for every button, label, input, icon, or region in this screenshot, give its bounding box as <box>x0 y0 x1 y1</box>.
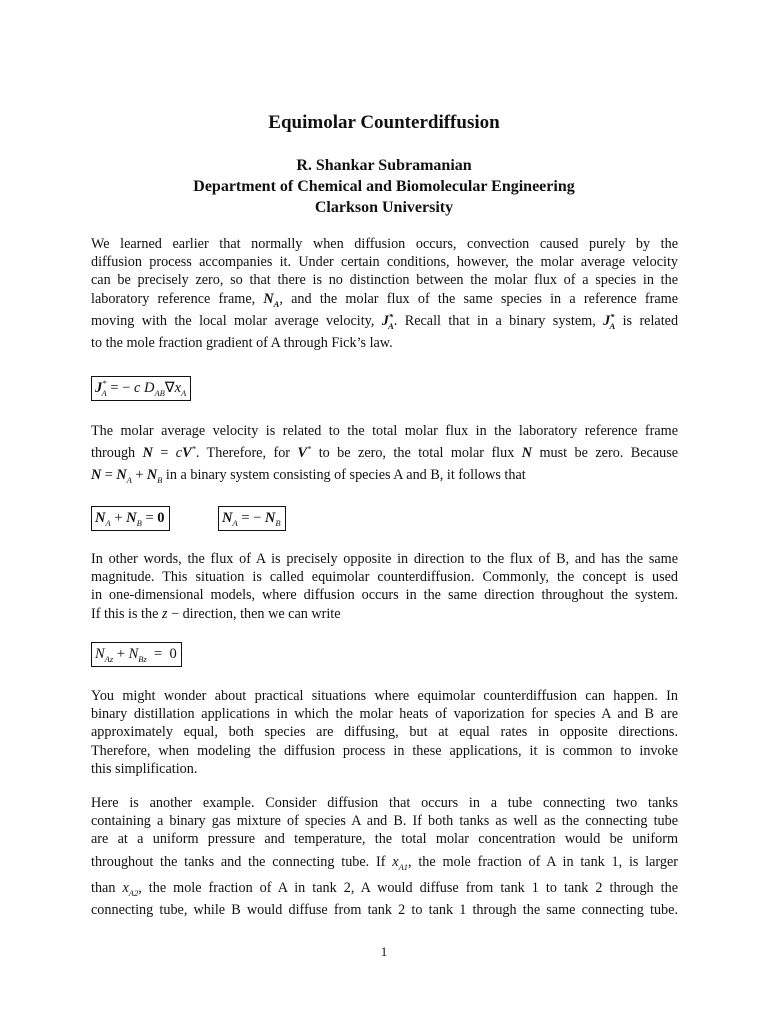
flux-opposite-equation: $N_A$ = − $N_B$ <box>218 506 286 531</box>
paragraph-line: in one-dimensional models, where diffusion occurs in the same direction throughout the system. <box>91 587 678 604</box>
math-JA-star: $J^*_A$ <box>603 311 616 331</box>
paragraph-line: The molar average velocity is related to the total molar flux in the laboratory reference frame <box>91 423 678 439</box>
page-title: Equimolar Counterdiffusion <box>268 112 500 133</box>
paragraph-line: to the mole fraction gradient of A through Fick’s law. <box>91 334 393 351</box>
fick-law-equation: $J^*_A$ = − c $D_{AB}\nabla x_A$ <box>91 376 191 401</box>
author-name: R. Shankar Subramanian <box>296 157 472 174</box>
math-xA1: $x_{A1}$ <box>392 853 409 872</box>
paragraph-line: containing a binary gas mixture of species A and B. If both tanks as well as the connecting tube <box>91 813 678 830</box>
paragraph-line: through N = cV*. Therefore, for V* to be zero, the total molar flux N must be zero. Because <box>91 443 679 462</box>
paragraph-line: connecting tube, while B would diffuse from tank 2 to tank 1 through the same connecting tube. <box>91 901 678 918</box>
flux-z-equation: $N_{Az} + N_{Bz} = 0$ <box>91 642 182 667</box>
paragraph-line: We learned earlier that normally when diffusion occurs, convection caused purely by the <box>91 236 678 252</box>
page-number: 1 <box>380 944 388 959</box>
paragraph-line: diffusion process accompanies it. Under certain conditions, however, the molar average velocity <box>91 254 678 271</box>
paragraph-line: binary distillation applications in which the molar heats of vaporization for species A and B are <box>91 706 678 723</box>
paragraph-line: $N = N_A + N_B$ in a binary system consisting of species A and B, it follows that <box>91 467 526 486</box>
paragraph-line: If this is the z − direction, then we can write <box>91 605 341 622</box>
paragraph-line: You might wonder about practical situations where equimolar counterdiffusion can happen. In <box>91 688 678 704</box>
paragraph-line: are at a uniform pressure and temperature, the total molar concentration would be uniform <box>91 831 678 848</box>
math-N-sum: $N = N_A + N_B$ <box>91 467 163 486</box>
math-V-star: V* <box>297 443 312 462</box>
paragraph-line: In other words, the flux of A is precisely opposite in direction to the flux of B, and has the same <box>91 551 678 567</box>
math-xA2: $x_{A2}$ <box>122 879 139 898</box>
author-institution: Clarkson University <box>314 199 454 216</box>
flux-sum-equation: $N_A + N_B = 0$ <box>91 506 170 531</box>
paragraph-line: approximately equal, both species are diffusing, but at equal rates in opposite directions. <box>91 724 678 741</box>
paragraph-line: magnitude. This situation is called equimolar counterdiffusion. Commonly, the concept is used <box>91 569 678 586</box>
paragraph-3 <box>91 550 678 623</box>
math-z: z <box>161 605 168 622</box>
paragraph-5 <box>91 794 678 919</box>
math-N: N <box>521 445 533 462</box>
paragraph-1 <box>91 235 678 352</box>
author-department: Department of Chemical and Biomolecular Engineering <box>193 178 575 195</box>
paragraph-line: than $x_{A2}$, the mole fraction of A in tank 2, A would diffuse from tank 1 to tank 2 through the <box>91 879 679 898</box>
math-N-eq-cV: N = cV* <box>142 443 196 462</box>
math-JA-star: $J^*_A$ <box>381 311 394 331</box>
paragraph-line: Here is another example. Consider diffusion that occurs in a tube connecting two tanks <box>91 795 678 811</box>
paragraph-line: Therefore, when modeling the diffusion process in these applications, it is common to invoke <box>91 742 678 759</box>
paragraph-line: can be precisely zero, so that there is no distinction between the molar flux of a species in the <box>91 272 678 289</box>
paragraph-2 <box>91 422 678 484</box>
author-block <box>0 155 768 218</box>
paragraph-line: moving with the local molar average velocity, $J^*_A$. Recall that in a binary system, $J^*_A$ is related <box>91 311 679 331</box>
math-NA: $N_A$ <box>263 290 280 309</box>
paragraph-line: laboratory reference frame, $N_A$, and the molar flux of the same species in a reference frame <box>91 290 679 309</box>
paragraph-4 <box>91 687 678 778</box>
paragraph-line: throughout the tanks and the connecting tube. If $x_{A1}$, the mole fraction of A in tank 1, is larger <box>91 853 679 872</box>
paragraph-line: this simplification. <box>91 760 198 777</box>
